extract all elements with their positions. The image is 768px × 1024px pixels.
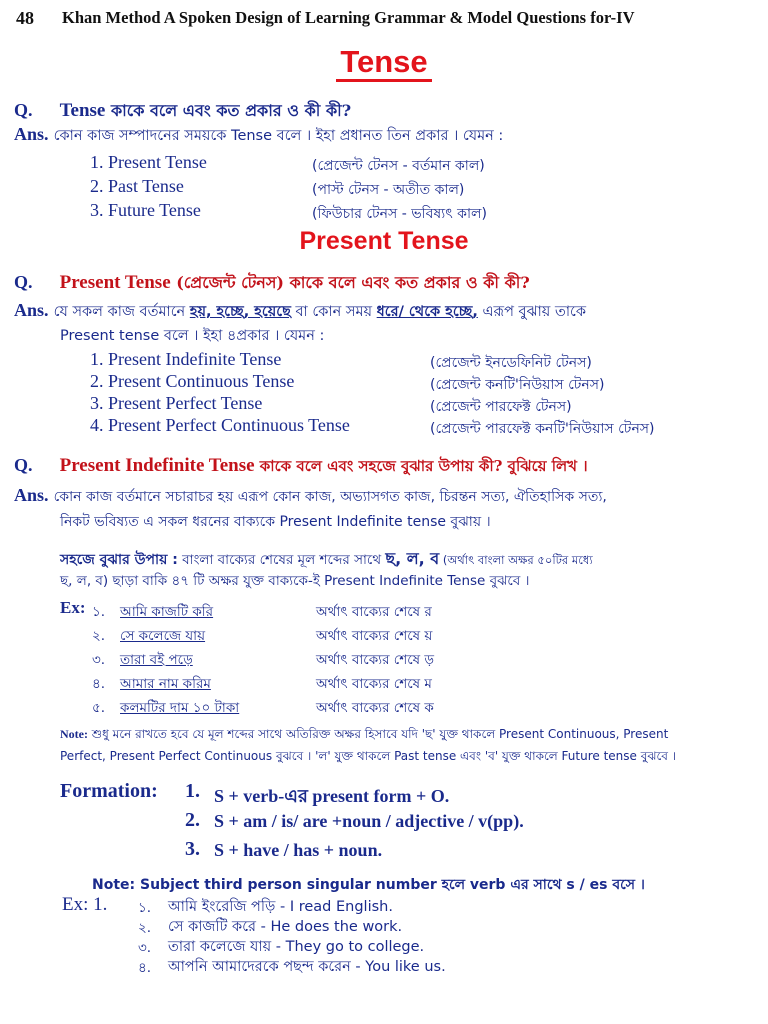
- example-2-meaning: অর্থাৎ বাক্যের শেষে য়: [316, 628, 433, 644]
- formation-label: Formation:: [60, 780, 158, 802]
- present-type-2: 2. Present Continuous Tense: [90, 371, 295, 391]
- easy-tip-label: সহজে বুঝার উপায় :: [60, 552, 178, 568]
- section-title-tense: [0, 44, 768, 80]
- answer-3-line-1: [14, 485, 607, 509]
- formation-example-2-num: ২.: [138, 920, 152, 936]
- tense-type-1: 1. Present Tense: [90, 152, 207, 172]
- example-3-num: ৩.: [92, 652, 106, 668]
- easy-tip-text-a: বাংলা বাক্যের শেষের মূল শব্দের সাথে: [177, 552, 386, 568]
- present-type-4: 4. Present Perfect Continuous Tense: [90, 415, 350, 435]
- answer-text: কোন কাজ সম্পাদনের সময়কে Tense বলে । ইহা প্রধানত তিন প্রকার । যেমন :: [53, 128, 504, 144]
- question-label: Q.: [14, 455, 33, 475]
- examples-label: Ex:: [60, 598, 86, 617]
- formation-example-1-num: ১.: [138, 900, 152, 916]
- present-type-1-bn: (প্রেজেন্ট ইনডেফিনিট টেনস): [430, 355, 592, 371]
- formation-example-3: তারা কলেজে যায় - They go to college.: [168, 939, 425, 955]
- tense-type-1-bn: (প্রেজেন্ট টেনস - বর্তমান কাল): [312, 158, 485, 174]
- formation-rule-2: S + am / is/ are +noun / adjective / v(pp).: [214, 811, 524, 831]
- question-3: [14, 455, 588, 480]
- answer-3-line-2: নিকট ভবিষ্যত এ সকল ধরনের বাক্যকে Present Indefinite tense বুঝায় ।: [60, 514, 491, 530]
- answer-2-line-1: [14, 300, 586, 325]
- easy-tip-line-1: [60, 546, 593, 573]
- question-text-en: Tense: [59, 100, 106, 121]
- note-label: Note:: [60, 727, 88, 741]
- tense-type-2: 2. Past Tense: [90, 176, 184, 196]
- easy-tip-line-2: ছ, ল, ব) ছাড়া বাকি ৪৭ টি অক্ষর যুক্ত বাক্যকে-ই Present Indefinite Tense বুঝবে ।: [60, 573, 530, 589]
- question-text-bn: কাকে বলে এবং কত প্রকার ও কী কী?: [105, 101, 352, 120]
- formation-rule-3: S + have / has + noun.: [214, 840, 383, 860]
- example-4-num: ৪.: [92, 676, 106, 692]
- example-3-text: তারা বই পড়ে: [120, 652, 193, 668]
- answer-text-underlined-2: ধরে/ থেকে হচ্ছে,: [376, 304, 478, 320]
- question-2: [14, 270, 530, 297]
- example-1-text: আমি কাজটি করি: [120, 604, 214, 620]
- answer-text-c: এরূপ বুঝায় তাকে: [477, 304, 587, 320]
- example-1-num: ১.: [92, 604, 106, 620]
- page-number: 48: [16, 8, 34, 28]
- formation-examples-label: Ex: 1.: [62, 894, 108, 915]
- note-line-2: Perfect, Present Perfect Continuous বুঝবে । 'ল' যুক্ত থাকলে Past tense এবং 'ব' যুক্ত থাকলে Future tense বুঝবে ।: [60, 749, 677, 763]
- tense-type-3: 3. Future Tense: [90, 200, 201, 220]
- formation-example-4: আপনি আমাদেরকে পছন্দ করেন - You like us.: [168, 959, 446, 975]
- book-title: Khan Method A Spoken Design of Learning Grammar & Model Questions for-IV: [62, 8, 635, 27]
- answer-text-underlined-1: হয়, হচ্ছে, হয়েছে: [189, 304, 291, 320]
- note-text-1: শুধু মনে রাখতে হবে যে মূল শব্দের সাথে অতিরিক্ত অক্ষর হিসাবে যদি 'ছ' যুক্ত থাকলে Present Continuous, Present: [87, 727, 669, 741]
- question-text-bn: (প্রেজেন্ট টেনস) কাকে বলে এবং কত প্রকার ও কী কী?: [170, 273, 530, 292]
- formation-rule-1: S + verb-এর present form + O.: [214, 786, 450, 806]
- answer-2-line-2: Present tense বলে । ইহা ৪প্রকার । যেমন :: [60, 328, 325, 344]
- formation-example-2: সে কাজটি করে - He does the work.: [168, 919, 403, 935]
- question-text-en: Present Indefinite Tense: [59, 455, 255, 476]
- formation-rule-2-num: 2.: [185, 809, 200, 831]
- example-3-meaning: অর্থাৎ বাক্যের শেষে ড়: [316, 652, 435, 668]
- question-label: Q.: [14, 272, 33, 292]
- question-text-en: Present Tense: [59, 272, 171, 293]
- answer-text-a: যে সকল কাজ বর্তমানে: [53, 304, 190, 320]
- question-text-bn: কাকে বলে এবং সহজে বুঝার উপায় কী? বুঝিয়ে লিখ ।: [254, 457, 588, 475]
- section-title-present-tense: Present Tense: [299, 227, 469, 255]
- formation-rule-1-num: 1.: [185, 780, 200, 802]
- formation-example-3-num: ৩.: [138, 940, 152, 956]
- formation-example-1: আমি ইংরেজি পড়ি - I read English.: [168, 899, 393, 915]
- present-type-3-bn: (প্রেজেন্ট পারফেক্ট টেনস): [430, 399, 572, 415]
- formation-rule-3-num: 3.: [185, 838, 200, 860]
- question-1: [14, 98, 351, 125]
- example-5-meaning: অর্থাৎ বাক্যের শেষে ক: [316, 700, 434, 716]
- formation-example-4-num: ৪.: [138, 960, 152, 976]
- example-5-num: ৫.: [92, 700, 106, 716]
- example-1-meaning: অর্থাৎ বাক্যের শেষে র: [316, 604, 432, 620]
- tense-type-2-bn: (পাস্ট টেনস - অতীত কাল): [312, 182, 465, 198]
- tense-type-3-bn: (ফিউচার টেনস - ভবিষ্যৎ কাল): [312, 206, 487, 222]
- question-label: Q.: [14, 100, 33, 120]
- answer-label: Ans.: [14, 124, 49, 144]
- present-type-1: 1. Present Indefinite Tense: [90, 349, 282, 369]
- present-type-4-bn: (প্রেজেন্ট পারফেক্ট কনটি'নিউয়াস টেনস): [430, 421, 655, 437]
- answer-text: কোন কাজ বর্তমানে সচারাচর হয় এরূপ কোন কাজ, অভ্যাসগত কাজ, চিরন্তন সত্য, ঐতিহাসিক সত্য,: [53, 489, 607, 505]
- answer-text-b: বা কোন সময়: [290, 304, 377, 320]
- easy-tip-text-b: (অর্থাৎ বাংলা অক্ষর ৫০টির মধ্যে: [439, 553, 593, 567]
- present-type-2-bn: (প্রেজেন্ট কনটি'নিউয়াস টেনস): [430, 377, 605, 393]
- example-4-meaning: অর্থাৎ বাক্যের শেষে ম: [316, 676, 432, 692]
- example-4-text: আমার নাম করিম: [120, 676, 211, 692]
- answer-1: [14, 124, 503, 149]
- easy-tip-letters: ছ, ল, ব: [385, 549, 440, 568]
- answer-label: Ans.: [14, 485, 49, 505]
- section-title-tense-text: Tense: [336, 44, 431, 82]
- formation-note: Note: Subject third person singular number হলে verb এর সাথে s / es বসে ।: [92, 877, 645, 893]
- answer-label: Ans.: [14, 300, 49, 320]
- example-2-num: ২.: [92, 628, 106, 644]
- present-type-3: 3. Present Perfect Tense: [90, 393, 263, 413]
- example-5-text: কলমটির দাম ১০ টাকা: [120, 700, 240, 716]
- note-line-1: [60, 726, 668, 746]
- example-2-text: সে কলেজে যায়: [120, 628, 206, 644]
